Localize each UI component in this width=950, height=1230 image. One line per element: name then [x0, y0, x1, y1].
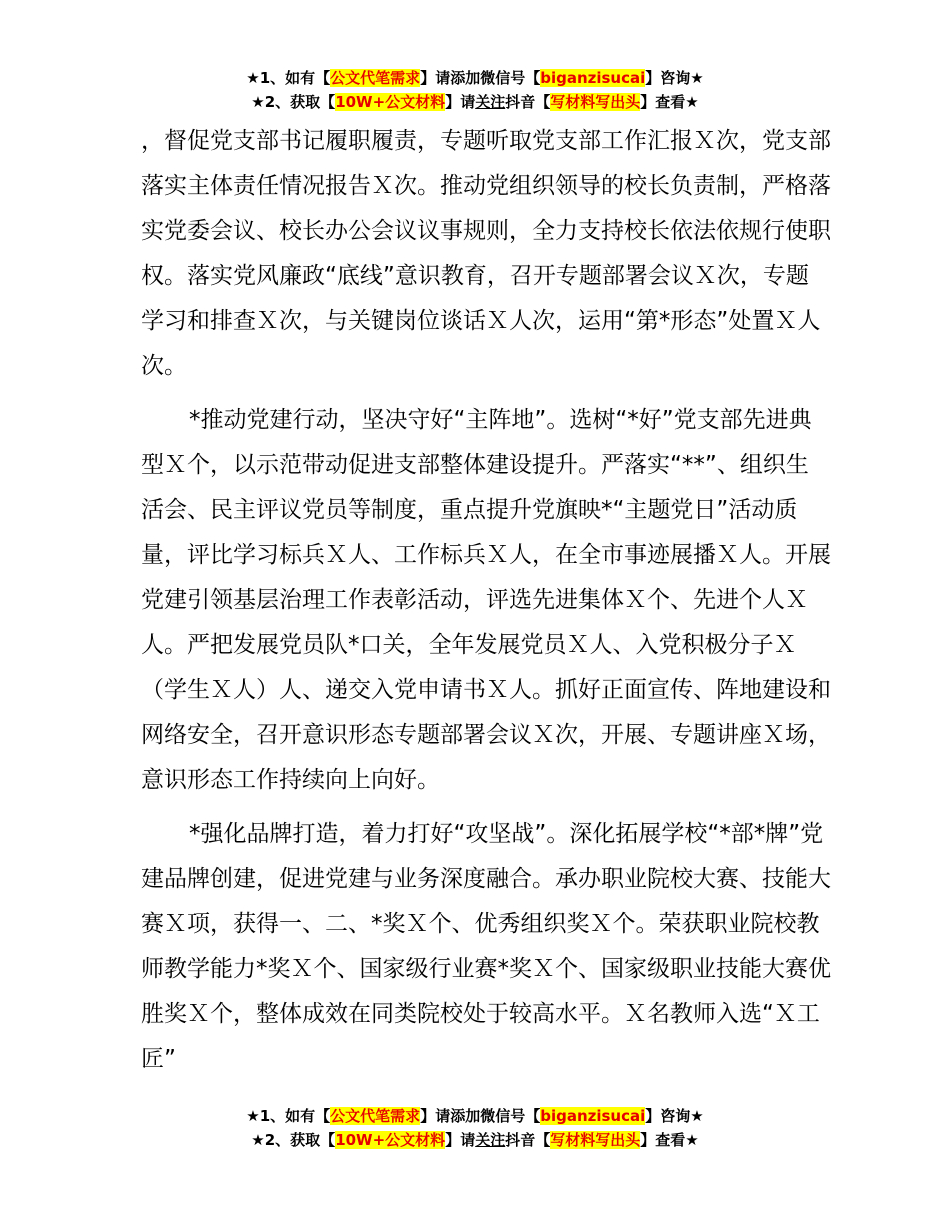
underline-follow: 关注	[475, 1131, 506, 1149]
underline-follow: 关注	[475, 93, 506, 111]
banner-line-2: ★2、获取【10W+公文材料】请关注抖音【写材料写出头】查看★	[251, 93, 699, 111]
highlight-service: 公文代笔需求	[330, 69, 421, 87]
highlight-wechat-id: biganzisucai	[540, 69, 646, 87]
banner-line-1: ★1、如有【公文代笔需求】请添加微信号【biganzisucai】咨询★	[246, 69, 704, 87]
paragraph: *强化品牌打造，着力打好“攻坚战”。深化拓展学校“*部*牌”党建品牌创建，促进党建与业务深度融合。承办职业院校大赛、技能大赛Ｘ项，获得一、二、*奖Ｘ个、优秀组织奖Ｘ个。荣获职业院校教师教学能力*奖Ｘ个、国家级行业赛*奖Ｘ个、国家级职业技能大赛优胜奖Ｘ个，整体成效在同类院校处于较高水平。Ｘ名教师入选“Ｘ工匠”	[141, 821, 831, 1072]
highlight-douyin: 写材料写出头	[550, 1131, 641, 1149]
header-banner	[0, 66, 950, 114]
banner-line-2: ★2、获取【10W+公文材料】请关注抖音【写材料写出头】查看★	[251, 1131, 699, 1149]
highlight-materials: 10W+公文材料	[335, 93, 446, 111]
footer-banner	[0, 1104, 950, 1152]
document-body	[141, 119, 831, 1082]
banner-line-1: ★1、如有【公文代笔需求】请添加微信号【biganzisucai】咨询★	[246, 1107, 704, 1125]
highlight-service: 公文代笔需求	[330, 1107, 421, 1125]
highlight-materials: 10W+公文材料	[335, 1131, 446, 1149]
paragraph: *推动党建行动，坚决守好“主阵地”。选树“*好”党支部先进典型Ｘ个，以示范带动促进支部整体建设提升。严落实“**”、组织生活会、民主评议党员等制度，重点提升党旗映*“主题党日”活动质量，评比学习标兵Ｘ人、工作标兵Ｘ人，在全市事迹展播Ｘ人。开展党建引领基层治理工作表彰活动，评选先进集体Ｘ个、先进个人Ｘ人。严把发展党员队*口关，全年发展党员Ｘ人、入党积极分子Ｘ（学生Ｘ人）人、递交入党申请书Ｘ人。抓好正面宣传、阵地建设和网络安全，召开意识形态专题部署会议Ｘ次，开展、专题讲座Ｘ场，意识形态工作持续向上向好。	[141, 407, 831, 793]
highlight-douyin: 写材料写出头	[550, 93, 641, 111]
paragraph: ，督促党支部书记履职履责，专题听取党支部工作汇报Ｘ次，党支部落实主体责任情况报告Ｘ次。推动党组织领导的校长负责制，严格落实党委会议、校长办公会议议事规则，全力支持校长依法依规行使职权。落实党风廉政“底线”意识教育，召开专题部署会议Ｘ次，专题学习和排查Ｘ次，与关键岗位谈话Ｘ人次，运用“第*形态”处置Ｘ人次。	[141, 128, 831, 379]
highlight-wechat-id: biganzisucai	[540, 1107, 646, 1125]
